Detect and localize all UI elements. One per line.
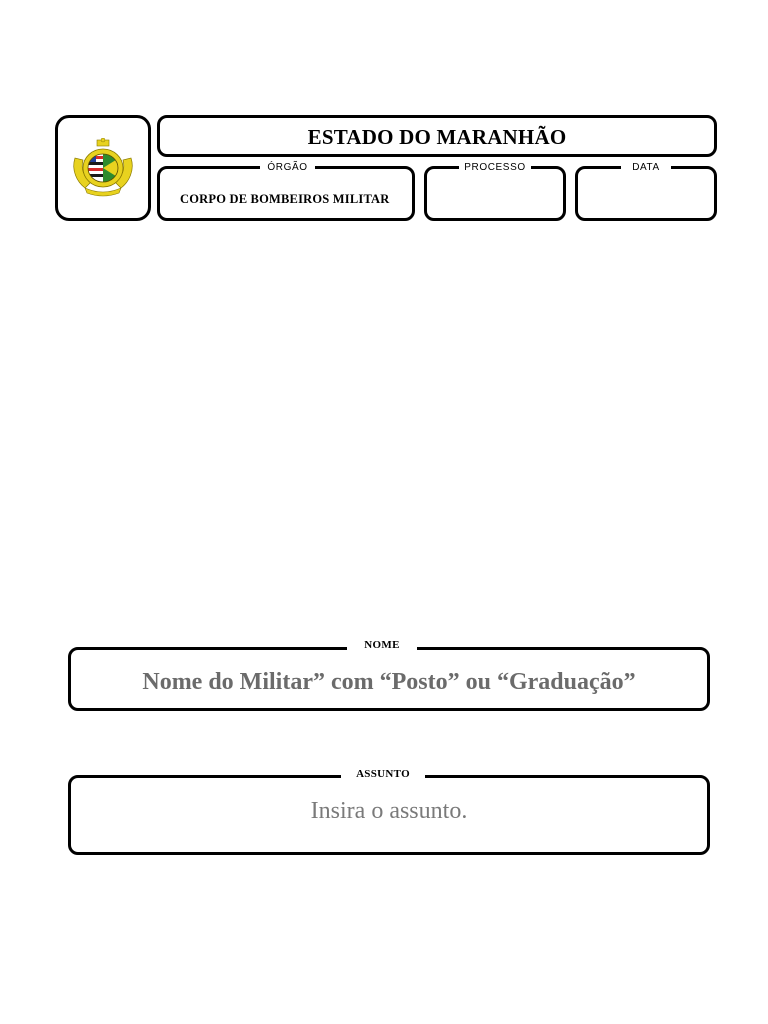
nome-value: Nome do Militar” com “Posto” ou “Graduação”: [142, 669, 636, 695]
maranhao-coat-of-arms-icon: [69, 138, 137, 198]
state-title: ESTADO DO MARANHÃO: [307, 125, 567, 149]
orgao-label: ÓRGÃO: [260, 163, 315, 173]
state-title-box: [157, 115, 717, 157]
orgao-value: CORPO DE BOMBEIROS MILITAR: [180, 192, 390, 206]
processo-label: PROCESSO: [459, 163, 531, 173]
assunto-value: Insira o assunto.: [310, 798, 468, 824]
nome-field[interactable]: [68, 647, 710, 711]
coat-of-arms-frame: [55, 115, 151, 221]
nome-label: NOME: [347, 640, 417, 651]
data-field[interactable]: [575, 166, 717, 221]
assunto-field[interactable]: [68, 775, 710, 855]
assunto-label: ASSUNTO: [341, 769, 425, 780]
data-label: DATA: [621, 163, 671, 173]
orgao-field[interactable]: [157, 166, 415, 221]
processo-field[interactable]: [424, 166, 566, 221]
